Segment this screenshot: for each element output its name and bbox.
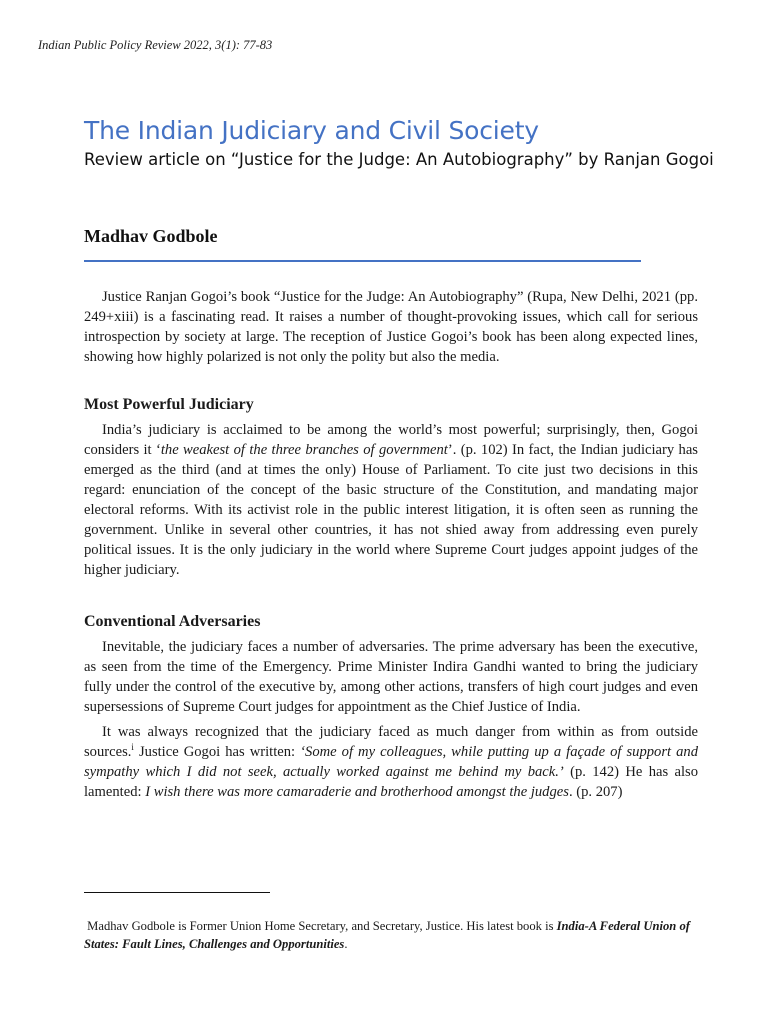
paragraph-text: ’. (p. 102) In fact, the Indian judiciary has emerged as the third (and at times the only) House of Parliament. To cite just two decisions in this regard: enunciation of the concept of the basic structure of the Constitution, and mandating major electoral reforms. With its activist role in the public interest litigation, it is often seen as running the government. Unlike in several other countries, it has not shied away from addressing even purely political issues. It is the only judiciary in the world where Supreme Court judges appoint judges of the higher judiciary. xyxy=(84,442,698,578)
footnote-book-title: India-A Federal Union of States: Fault Lines, Challenges and Opportunities xyxy=(84,919,690,951)
author-footnote xyxy=(84,917,698,953)
journal-header: Indian Public Policy Review 2022, 3(1): 77-83 xyxy=(38,38,273,52)
book-quote: I wish there was more camaraderie and brotherhood amongst the judges xyxy=(145,784,569,800)
section-paragraph xyxy=(84,722,698,802)
section-paragraph: Inevitable, the judiciary faces a number of adversaries. The prime adversary has been the executive, as seen from the time of the Emergency. Prime Minister Indira Gandhi wanted to bring the judiciary fully under the control of the executive by, among other actions, transfers of high court judges and even supersessions of Supreme Court judges for appointment as the Chief Justice of India. xyxy=(84,639,698,715)
paragraph-text: It was always recognized that the judiciary faced as much danger from within as from outside sources. xyxy=(84,724,698,760)
section-most-powerful-judiciary xyxy=(84,394,698,580)
footnote-marker[interactable]: i xyxy=(131,742,134,753)
section-conventional-adversaries xyxy=(84,611,698,802)
intro-paragraph: Justice Ranjan Gogoi’s book “Justice for the Judge: An Autobiography” (Rupa, New Delhi, 2021 (pp. 249+xiii) is a fascinating read. It raises a number of thought-provoking issues, which call for serious introspection by society at large. The reception of Justice Gogoi’s book has been along expected lines, showing how highly polarized is not only the polity but also the media. xyxy=(84,289,698,365)
section-heading: Most Powerful Judiciary xyxy=(84,396,254,413)
footnote-text: . xyxy=(344,937,348,951)
book-quote: ‘Some of my colleagues, while putting up a façade of support and sympathy which I did not seek, actually worked against me behind my back.’ xyxy=(84,744,698,780)
paragraph-text: India’s judiciary is acclaimed to be among the world’s most powerful; surprisingly, then, Gogoi considers it ‘ xyxy=(84,422,698,458)
article-subtitle: Review article on “Justice for the Judge: An Autobiography” by Ranjan Gogoi xyxy=(84,150,714,169)
intro-section xyxy=(84,287,698,367)
paragraph-text: (p. 142) He has also lamented: xyxy=(84,764,698,800)
book-quote: the weakest of the three branches of government xyxy=(160,442,448,458)
author-divider xyxy=(84,260,641,262)
paragraph-text: Justice Gogoi has written: xyxy=(133,744,301,760)
author-name: Madhav Godbole xyxy=(84,226,218,246)
section-heading: Conventional Adversaries xyxy=(84,613,261,630)
paragraph-text: . (p. 207) xyxy=(568,784,623,800)
article-title: The Indian Judiciary and Civil Society xyxy=(84,116,539,145)
section-paragraph xyxy=(84,420,698,580)
footnote-text: Madhav Godbole is Former Union Home Secretary, and Secretary, Justice. His latest book is xyxy=(87,919,557,933)
footnote-divider xyxy=(84,892,270,893)
